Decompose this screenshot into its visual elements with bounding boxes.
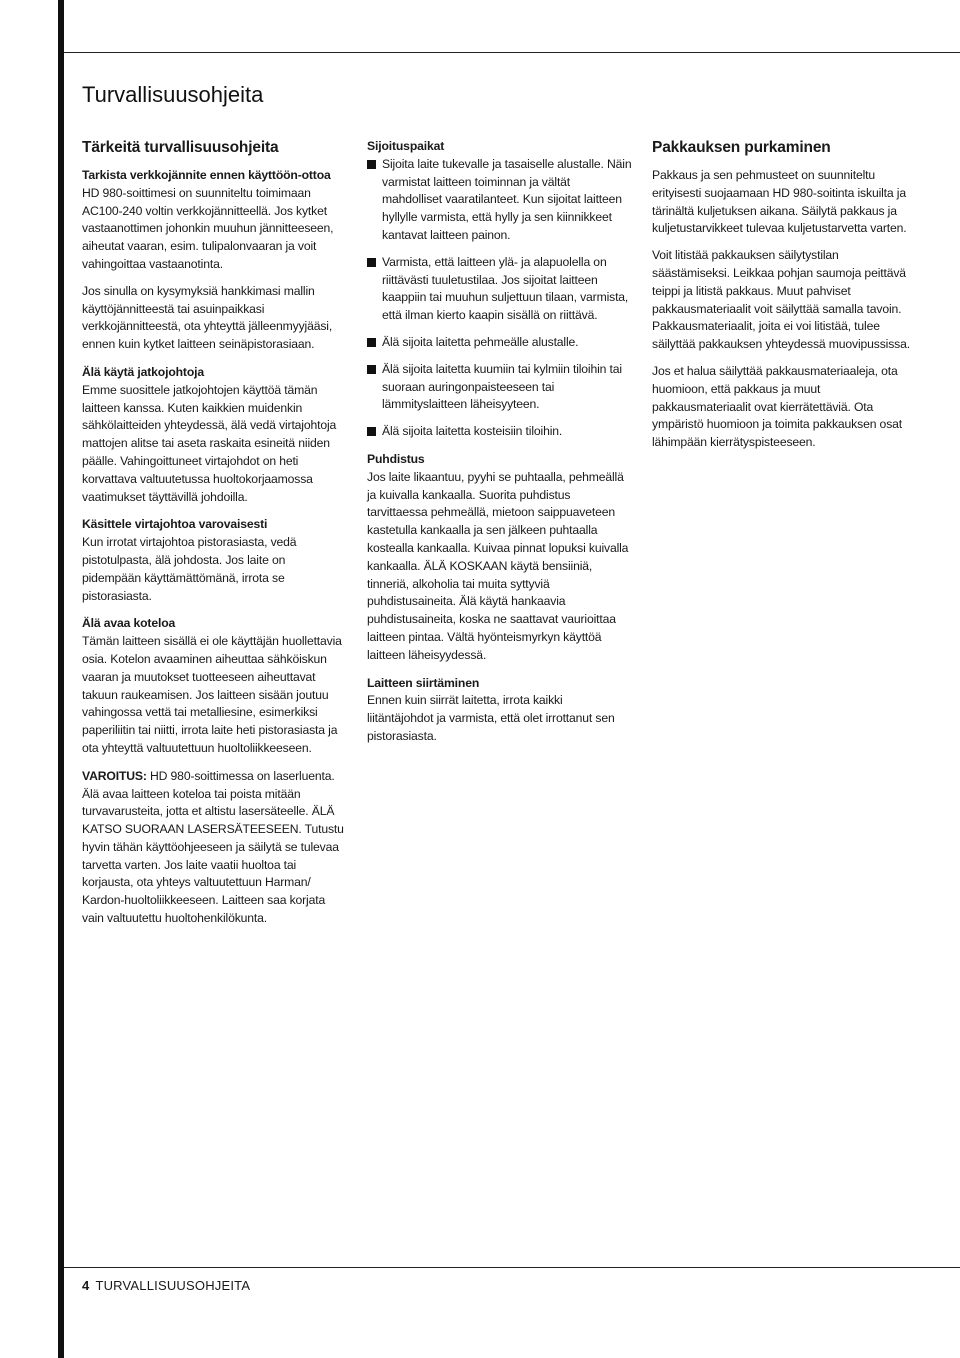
paragraph-unpacking-2: Voit litistää pakkauksen säilytystilan säästämiseksi. Leikkaa pohjan saumoja peittävä teippi ja litistä pakkaus. Muut pahviset pakkausmateriaalit voit säilyttää samalla tavoin. Pakkausmateriaalit, joita ei voi litistää, tulee säilyttää pakkauksen yhteydessä muovipussissa.	[652, 248, 910, 352]
paragraph-voltage-questions: Jos sinulla on kysymyksiä hankkimasi mallin käyttöjännitteestä tai asuinpaikkasi verkkojännitteestä, ota yhteyttä jälleenmyyjääsi, ennen kuin kytket laitteen seinäpistorasiaan.	[82, 283, 333, 352]
subheading-do-not-open-case: Älä avaa koteloa	[82, 616, 176, 631]
list-item	[367, 156, 632, 245]
section-heading-important-safety: Tärkeitä turvallisuusohjeita	[82, 139, 279, 156]
square-bullet-icon	[367, 160, 376, 169]
subheading-handle-power-cord: Käsittele virtajohtoa varovaisesti	[82, 517, 268, 532]
paragraph-cleaning: Jos laite likaantuu, pyyhi se puhtaalla, pehmeällä ja kuivalla kankaalla. Suorita puhdistus tarvittaessa pehmeällä, mietoon saippuaveteen kastetulla kankaalla ja sen jälkeen puhtaalla kostealla kankaalla. Kuivaa pinnat lopuksi kuivalla kankaalla. ÄLÄ KOSKAAN käytä bensiiniä, tinneriä, alkoholia tai muita syttyviä puhdistusaineita. Älä käytä hankaavia puhdistusaineita, koska ne saattavat vaurioittaa laitteen pintaa. Vältä hyönteismyrkyn käyttöä laitteen läheisyydessä.	[367, 469, 629, 662]
column-right	[652, 138, 914, 461]
section-heading-unpacking: Pakkauksen purkaminen	[652, 139, 831, 156]
left-vertical-rule	[58, 0, 64, 1358]
paragraph-voltage: HD 980-soittimesi on suunniteltu toimimaan AC100-240 voltin verkkojännitteellä. Jos kytket vastaanottimen johonkin muuhun jännitteeseen, aiheutat vaaran, esim. tulipalonvaaran ja voit vahingoittaa vastaanotinta.	[82, 185, 334, 271]
list-item	[367, 361, 632, 414]
page-title: Turvallisuusohjeita	[82, 82, 264, 107]
list-item-text: Älä sijoita laitetta kuumiin tai kylmiin tiloihin tai suoraan auringonpaisteeseen tai lämmityslaitteen läheisyyteen.	[382, 361, 622, 412]
footer-section-title: TURVALLISUUSOHJEITA	[95, 1278, 251, 1293]
paragraph-laser-warning	[82, 768, 344, 928]
list-item	[367, 254, 632, 325]
subheading-check-voltage: Tarkista verkkojännite ennen käyttöön-ottoa	[82, 168, 331, 182]
list-item-text: Varmista, että laitteen ylä- ja alapuolella on riittävästi tuuletustilaa. Jos sijoitat laitteen kaappiin tai muuhun suljettuun tilaan, varmista, että ilman kierto kaapin sisällä on riittävä.	[382, 254, 629, 323]
list-item-text: Älä sijoita laitetta kosteisiin tiloihin.	[382, 424, 563, 439]
paragraph-unpacking-1: Pakkaus ja sen pehmusteet on suunniteltu erityisesti suojaamaan HD 980-soitinta iskuilta ja tärinältä kuljetuksen aikana. Säilytä pakkaus ja kuljetustarvikkeet tulevaa kuljetustarvetta varten.	[652, 168, 907, 236]
square-bullet-icon	[367, 365, 376, 374]
warning-text: HD 980-soittimessa on laserluenta. Älä avaa laitteen koteloa tai poista mitään turvavarusteita, jotta et altistu lasersäteelle. ÄLÄ KATSO SUORAAN LASERSÄTEESEEN. Tutustu hyvin tähän käyttöohjeeseen ja säilytä se tulevaa tarvetta varten. Jos laite vaatii huoltoa tai korjausta, ota yhteys valtuutettuun Harman/ Kardon-huoltoliikkeeseen. Laitteen saa korjata vain valtuutettu huoltohenkilökunta.	[82, 768, 344, 926]
subheading-placement: Sijoituspaikat	[367, 139, 445, 153]
header-rule	[64, 52, 960, 53]
subheading-no-extension-cords: Älä käytä jatkojohtoja	[82, 364, 204, 379]
warning-label: VAROITUS:	[82, 768, 147, 783]
footer-rule	[64, 1267, 960, 1268]
paragraph-open-case: Tämän laitteen sisällä ei ole käyttäjän huollettavia osia. Kotelon avaaminen aiheuttaa sähköiskun vaaran ja muutokset tuotteeseen aiheuttavat takuun raukeamisen. Jos laitteen sisään joutuu vahingossa vettä tai metalliesine, esimerkiksi paperiliitin tai niitti, irrota laite heti pistorasiasta ja ota yhteyttä valtuutettuun huoltoliikkeeseen.	[82, 634, 342, 755]
paragraph-power-cord: Kun irrotat virtajohtoa pistorasiasta, vedä pistotulpasta, älä johdosta. Jos laite on pidempään käyttämättömänä, irrota se pistorasiasta.	[82, 535, 297, 603]
column-left	[82, 138, 344, 937]
paragraph-unpacking-3: Jos et halua säilyttää pakkausmateriaaleja, ota huomioon, että pakkaus ja muut pakkausmateriaalit ovat kierrätettäviä. Ota ympäristö huomioon ja toimita pakkauksen osat lähimpään kierrätyspisteeseen.	[652, 363, 902, 450]
subheading-cleaning: Puhdistus	[367, 451, 425, 466]
page-number: 4	[82, 1278, 90, 1293]
paragraph-moving-device: Ennen kuin siirrät laitetta, irrota kaikki liitäntäjohdot ja varmista, että olet irrottanut sen pistorasiasta.	[367, 693, 615, 743]
page-footer	[82, 1278, 250, 1293]
list-item-text: Älä sijoita laitetta pehmeälle alustalle.	[382, 334, 579, 349]
subheading-moving-device: Laitteen siirtäminen	[367, 675, 480, 690]
list-item	[367, 423, 632, 441]
paragraph-extension-cords: Emme suosittele jatkojohtojen käyttöä tämän laitteen kanssa. Kuten kaikkien muidenkin sähkölaitteiden yhteydessä, älä vedä virtajohtoja mattojen alitse tai aseta raskaita esineitä niiden päälle. Vahingoittuneet virtajohdot on heti korvattava valtuutetussa huoltokorjaamossa vaatimukset täyttävillä johdoilla.	[82, 382, 337, 504]
square-bullet-icon	[367, 338, 376, 347]
square-bullet-icon	[367, 427, 376, 436]
list-item-text: Sijoita laite tukevalle ja tasaiselle alustalle. Näin varmistat laitteen toiminnan ja vältät mahdolliset vaaratilanteet. Kun sijoitat laitteen hyllylle varmista, että hylly ja sen kiinnikkeet kantavat laitteen painon.	[382, 156, 632, 242]
list-item	[367, 334, 632, 352]
square-bullet-icon	[367, 258, 376, 267]
column-middle	[367, 138, 632, 755]
